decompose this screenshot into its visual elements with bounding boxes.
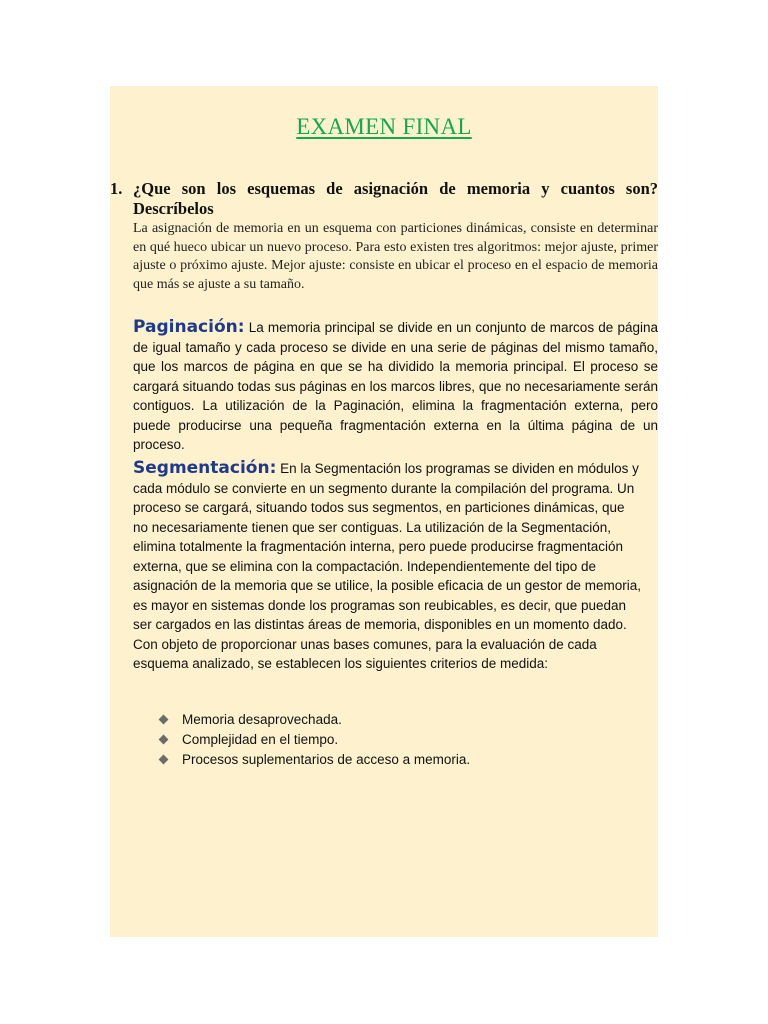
list-item-text: Procesos suplementarios de acceso a memoria.	[182, 752, 471, 767]
question-number: 1.	[110, 179, 123, 198]
diamond-bullet-icon	[159, 735, 169, 745]
diamond-bullet-icon	[159, 715, 169, 725]
list-item	[158, 710, 470, 730]
paginacion-paragraph	[133, 318, 658, 455]
question-text: ¿Que son los esquemas de asignación de memoria y cuantos son? Descríbelos	[133, 179, 658, 218]
list-item-text: Memoria desaprovechada.	[182, 712, 342, 727]
diamond-bullet-icon	[159, 755, 169, 765]
list-item-text: Complejidad en el tiempo.	[182, 732, 339, 747]
segmentacion-paragraph	[133, 459, 643, 674]
list-item	[158, 750, 470, 770]
paginacion-text: La memoria principal se divide en un conjunto de marcos de página de igual tamaño y cada proceso se divide en una serie de páginas del mismo tamaño, que los marcos de página en que se ha dividido la memoria principal. El proceso se cargará situando todas sus páginas en los marcos libres, que no necesariamente serán contiguos. La utilización de la Paginación, elimina la fragmentación externa, pero puede producirse una pequeña fragmentación externa en la última página de un proceso.	[133, 320, 658, 452]
paginacion-heading: Paginación:	[133, 317, 245, 337]
document-title: EXAMEN FINAL	[296, 114, 472, 139]
answer-paragraph: La asignación de memoria en un esquema con particiones dinámicas, consiste en determinar en qué hueco ubicar un nuevo proceso. Para esto existen tres algoritmos: mejor ajuste, primer ajuste o próximo ajuste. Mejor ajuste: consiste en ubicar el proceso en el espacio de memoria que más se ajuste a su tamaño.	[133, 221, 658, 292]
segmentacion-text: En la Segmentación los programas se dividen en módulos y cada módulo se convierte en un segmento durante la compilación del programa. Un proceso se cargará, situando todos sus segmentos, en particiones dinámicas, que no necesariamente tienen que ser contiguas. La utilización de la Segmentación, elimina totalmente la fragmentación interna, pero puede producirse fragmentación externa, que se elimina con la compactación. Independientemente del tipo de asignación de la memoria que se utilice, la posible eficacia de un gestor de memoria, es mayor en sistemas donde los programas son reubicables, es decir, que puedan ser cargados en las distintas áreas de memoria, disponibles en un momento dado. Con objeto de proporcionar unas bases comunes, para la evaluación de cada esquema analizado, se establecen los siguientes criterios de medida:	[133, 461, 642, 671]
segmentacion-heading: Segmentación:	[133, 458, 277, 478]
document-page	[110, 86, 658, 937]
list-item	[158, 730, 470, 750]
criteria-list	[158, 710, 470, 770]
question-1	[110, 179, 658, 219]
